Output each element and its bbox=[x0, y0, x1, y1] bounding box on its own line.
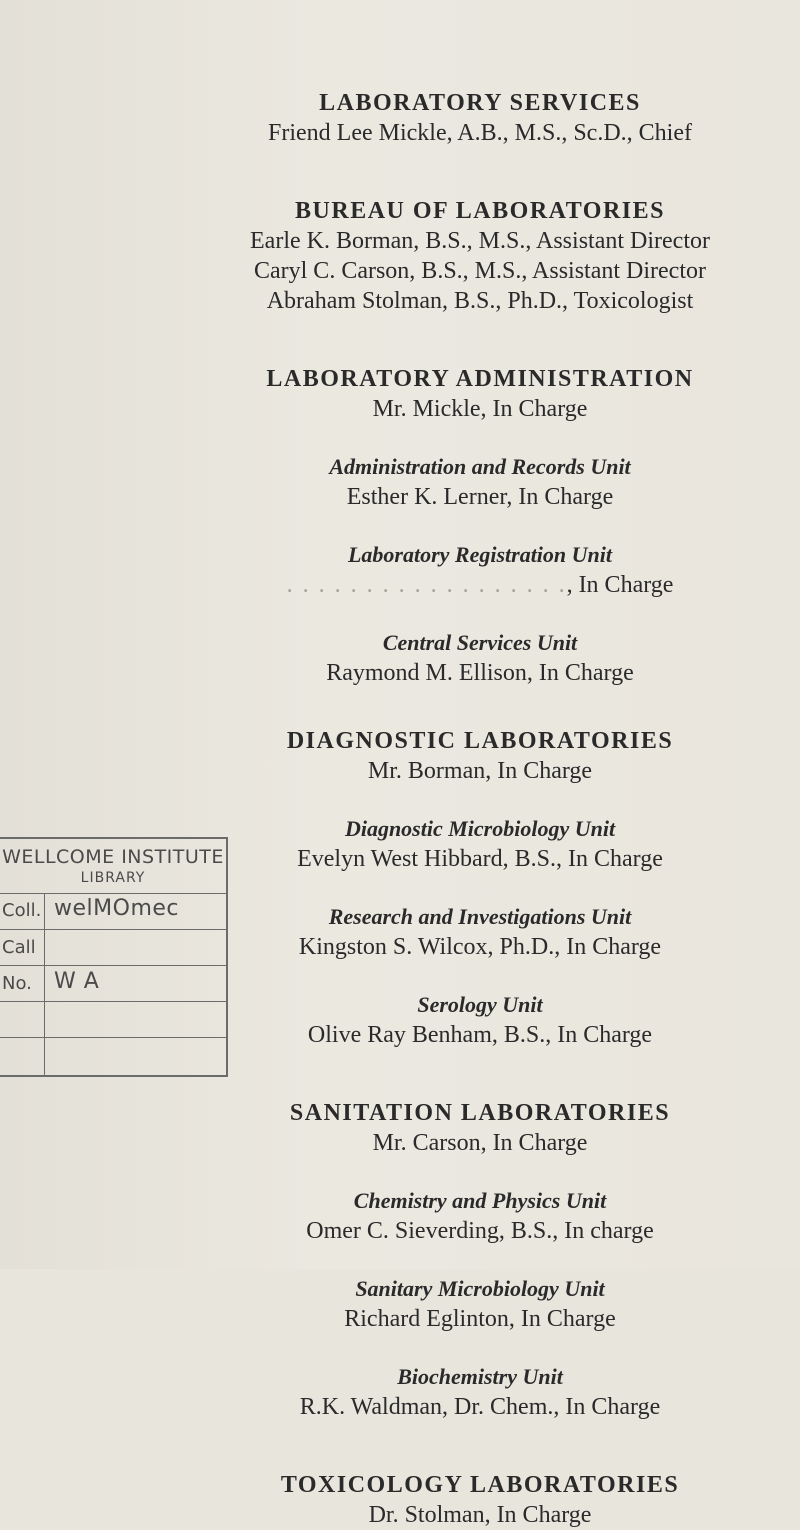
section-head-line: Mr. Borman, In Charge bbox=[367, 758, 593, 784]
unit-title: Diagnostic Microbiology Unit bbox=[344, 816, 616, 841]
library-stamp bbox=[0, 837, 232, 1077]
stamp-row-line bbox=[0, 929, 226, 930]
unit-person-text: , In Charge bbox=[566, 572, 674, 598]
stamp-row-line bbox=[0, 893, 226, 894]
unit-title: Serology Unit bbox=[417, 992, 543, 1017]
staff-line: Abraham Stolman, B.S., Ph.D., Toxicologist bbox=[266, 288, 694, 314]
unit-person bbox=[200, 570, 760, 600]
section-title-diagnostic: DIAGNOSTIC LABORATORIES bbox=[286, 728, 674, 754]
staff-line: Caryl C. Carson, B.S., M.S., Assistant Director bbox=[253, 258, 706, 284]
section-title-laboratory-services: LABORATORY SERVICES bbox=[319, 90, 641, 116]
stamp-divider bbox=[44, 893, 45, 1075]
stamp-coll-value: welMOmec bbox=[54, 896, 179, 921]
unit-person: Olive Ray Benham, B.S., In Charge bbox=[307, 1022, 653, 1048]
unit-title: Laboratory Registration Unit bbox=[347, 542, 613, 567]
stamp-row-line bbox=[0, 965, 226, 966]
stamp-row-line bbox=[0, 1001, 226, 1002]
unit-person: Evelyn West Hibbard, B.S., In Charge bbox=[297, 846, 663, 872]
unit-person: Richard Eglinton, In Charge bbox=[344, 1306, 616, 1332]
section-title-bureau: BUREAU OF LABORATORIES bbox=[295, 198, 665, 224]
unit-person: Omer C. Sieverding, B.S., In charge bbox=[306, 1218, 654, 1244]
unit-title: Research and Investigations Unit bbox=[328, 904, 632, 929]
unit-person: Esther K. Lerner, In Charge bbox=[346, 484, 614, 510]
unit-person: R.K. Waldman, Dr. Chem., In Charge bbox=[299, 1394, 661, 1420]
section-head-line: Mr. Mickle, In Charge bbox=[372, 396, 588, 422]
staff-listing bbox=[200, 88, 760, 1530]
stamp-coll-label: Coll. bbox=[2, 900, 42, 921]
stamp-institute-name: WELLCOME INSTITUTE bbox=[2, 846, 224, 868]
unit-title: Sanitary Microbiology Unit bbox=[355, 1276, 605, 1301]
unit-title: Chemistry and Physics Unit bbox=[353, 1188, 607, 1213]
section-head-line: Mr. Carson, In Charge bbox=[372, 1130, 588, 1156]
staff-line: Earle K. Borman, B.S., M.S., Assistant Director bbox=[250, 228, 710, 254]
unit-person: Kingston S. Wilcox, Ph.D., In Charge bbox=[298, 934, 662, 960]
section-title-administration: LABORATORY ADMINISTRATION bbox=[266, 366, 694, 392]
stamp-library-label: LIBRARY bbox=[80, 870, 146, 886]
unit-title: Biochemistry Unit bbox=[397, 1364, 563, 1389]
section-title-toxicology: TOXICOLOGY LABORATORIES bbox=[280, 1472, 680, 1498]
stamp-no-label: No. bbox=[2, 973, 32, 994]
chief-line: Friend Lee Mickle, A.B., M.S., Sc.D., Chief bbox=[268, 120, 692, 146]
stamp-header bbox=[0, 837, 228, 893]
blank-name-smudge: . . . . . . . . . . . . . . . . . . bbox=[286, 572, 567, 598]
stamp-no-value: W A bbox=[54, 969, 100, 994]
section-head-line: Dr. Stolman, In Charge bbox=[368, 1502, 592, 1528]
unit-title: Administration and Records Unit bbox=[329, 454, 631, 479]
stamp-call-label: Call bbox=[2, 937, 36, 958]
unit-person: Raymond M. Ellison, In Charge bbox=[326, 660, 634, 686]
stamp-grid bbox=[0, 893, 228, 1077]
unit-title: Central Services Unit bbox=[382, 630, 578, 655]
stamp-row-line bbox=[0, 1037, 226, 1038]
section-title-sanitation: SANITATION LABORATORIES bbox=[289, 1100, 671, 1126]
